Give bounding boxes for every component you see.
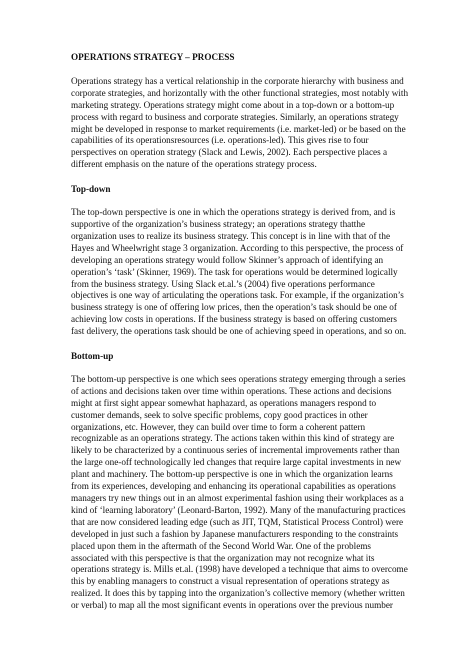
document-title: OPERATIONS STRATEGY – PROCESS	[71, 52, 235, 62]
intro-paragraph: Operations strategy has a vertical relationship in the corporate hierarchy with business and corporate strategies, and horizontally with the other functional strategies, most notably with marketing strategy. Operations strategy might come about in a top-down or a bottom-up process with regard to business and corporate strategies. Similarly, an operations strategy might be developed in response to market requirements (i.e. market-led) or be based on the capabilities of its operationsresources (i.e. operations-led). This gives rise to four perspectives on operation strategy (Slack and Lewis, 2002). Each perspective places a different emphasis on the nature of the operations strategy process.	[71, 75, 409, 170]
top-down-paragraph: The top-down perspective is one in which the operations strategy is derived from, and is supportive of the organization’s business strategy; an operations strategy thatthe organization uses to realize its business strategy. This concept is in line with that of the Hayes and Wheelwright stage 3 organization. According to this perspective, the process of developing an operations strategy would follow Skinner’s approach of identifying an operation’s ‘task’ (Skinner, 1969). The task for operations would be determined logically from the business strategy. Using Slack et.al.’s (2004) five operations performance objectives is one way of articulating the operations task. For example, if the organization’s business strategy is one of offering low prices, then the operation’s task should be one of achieving low costs in operations. If the business strategy is based on offering customers fast delivery, the operations task should be one of achieving speed in operations, and so on.	[71, 207, 407, 337]
bottom-up-paragraph: The bottom-up perspective is one which sees operations strategy emerging through a series of actions and decisions taken over time within operations. These actions and decisions might at first sight appear somewhat haphazard, as operations managers respond to customer demands, seek to solve specific problems, copy good practices in other organizations, etc. However, they can build over time to form a coherent pattern recognizable as an operations strategy. The actions taken within this kind of strategy are likely to be characterized by a continuous series of incremental improvements rather than the large one-off technologically led changes that require large capital investments in new plant and machinery. The bottom-up perspective is one in which the organization learns from its experiences, developing and enhancing its operational capabilities as operations managers try new things out in an almost experimental fashion using their workplaces as a kind of ‘learning laboratory’ (Leonard-Barton, 1992). Many of the manufacturing practices that are now considered leading edge (such as JIT, TQM, Statistical Process Control) were developed in just such a fashion by Japanese manufacturers responding to the constraints placed upon them in the aftermath of the Second World War. One of the problems associated with this perspective is that the organization may not recognize what its operations strategy is. Mills et.al. (1998) have developed a technique that aims to overcome this by enabling managers to construct a visual representation of operations strategy as realized. It does this by tapping into the organization’s collective memory (whether written or verbal) to map all the most significant events in operations over the previous number	[71, 373, 408, 611]
section-heading-bottom-up: Bottom-up	[71, 351, 114, 362]
document-body	[71, 52, 409, 612]
section-heading-top-down: Top-down	[71, 184, 111, 195]
